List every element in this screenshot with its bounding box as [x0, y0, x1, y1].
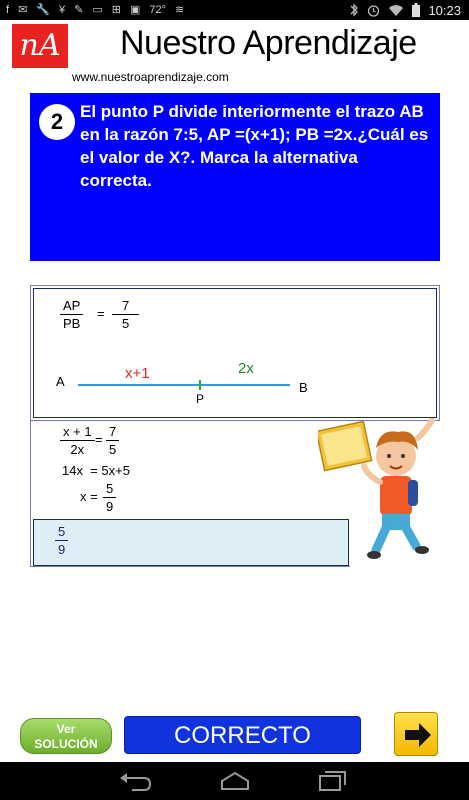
question-number: 2 — [39, 104, 75, 140]
battery-icon — [412, 3, 420, 17]
segment-pb-label: 2x — [238, 360, 254, 377]
question-box — [30, 93, 440, 261]
work-step1-right: $\frac{7}{5}$ — [106, 424, 119, 457]
ratio-fraction-right: $\frac{7}{5}$ — [112, 298, 139, 331]
screen-icon: ▭ — [92, 4, 103, 16]
student-character-illustration — [318, 418, 438, 563]
edit-icon: ✎ — [74, 4, 84, 16]
work-step2: 14x = 5x+5 — [62, 463, 130, 478]
segment-diagram — [60, 355, 320, 410]
answer-field[interactable] — [33, 519, 349, 566]
alarm-icon — [367, 4, 380, 17]
usb-icon: ¥ — [58, 4, 66, 16]
answer-fraction: $\frac{5}{9}$ — [55, 524, 68, 557]
app-url[interactable]: www.nuestroaprendizaje.com — [72, 70, 229, 84]
weather-icon: 72° — [149, 4, 166, 16]
ver-solucion-line1: Ver — [56, 722, 76, 736]
ver-solucion-line2: SOLUCIÓN — [34, 737, 98, 751]
wifi-notify-icon: ≋ — [175, 4, 185, 16]
point-a-label: A — [56, 374, 65, 389]
notification-icons — [0, 0, 184, 20]
point-p-label: P — [196, 392, 205, 406]
facebook-icon: f — [6, 4, 10, 16]
work-step1-left: $\frac{x + 1}{2x}$ — [60, 424, 95, 457]
arrow-right-icon — [395, 713, 439, 757]
back-icon[interactable] — [118, 770, 152, 792]
app-logo: nA — [12, 24, 68, 68]
question-text: El punto P divide interiormente el trazo AB en la razón 7:5, AP =(x+1); PB =2x.¿Cuál es el valor de X?. Marca la alternativa correcta. — [80, 102, 429, 190]
work-step3-fraction: $\frac{5}{9}$ — [103, 481, 116, 514]
system-nav-bar — [0, 762, 469, 800]
home-icon[interactable] — [219, 771, 251, 791]
gallery-icon: ⊞ — [111, 4, 121, 16]
recent-apps-icon[interactable] — [318, 770, 348, 792]
ratio-equals: = — [97, 306, 105, 321]
photo-icon: ▣ — [129, 4, 141, 16]
point-b-label: B — [299, 380, 308, 395]
clock: 10:23 — [428, 2, 461, 18]
app-title: Nuestro Aprendizaje — [120, 24, 417, 62]
work-step1-equals: = — [95, 432, 103, 447]
work-step3-lhs: x = — [80, 489, 98, 504]
ratio-fraction-left: $\frac{AP}{PB}$ — [60, 298, 83, 331]
wifi-icon — [388, 4, 404, 17]
mail-icon: ✉ — [18, 4, 28, 16]
segment-ap-label: x+1 — [125, 365, 150, 382]
wrench-icon: 🔧 — [36, 4, 50, 16]
bluetooth-icon — [349, 3, 359, 17]
correcto-button[interactable]: CORRECTO — [124, 716, 361, 754]
answer-frame-left — [30, 519, 31, 567]
status-bar — [0, 0, 469, 20]
next-button[interactable] — [394, 712, 438, 756]
ver-solucion-button[interactable] — [20, 718, 112, 754]
answer-frame-bottom — [30, 566, 350, 567]
